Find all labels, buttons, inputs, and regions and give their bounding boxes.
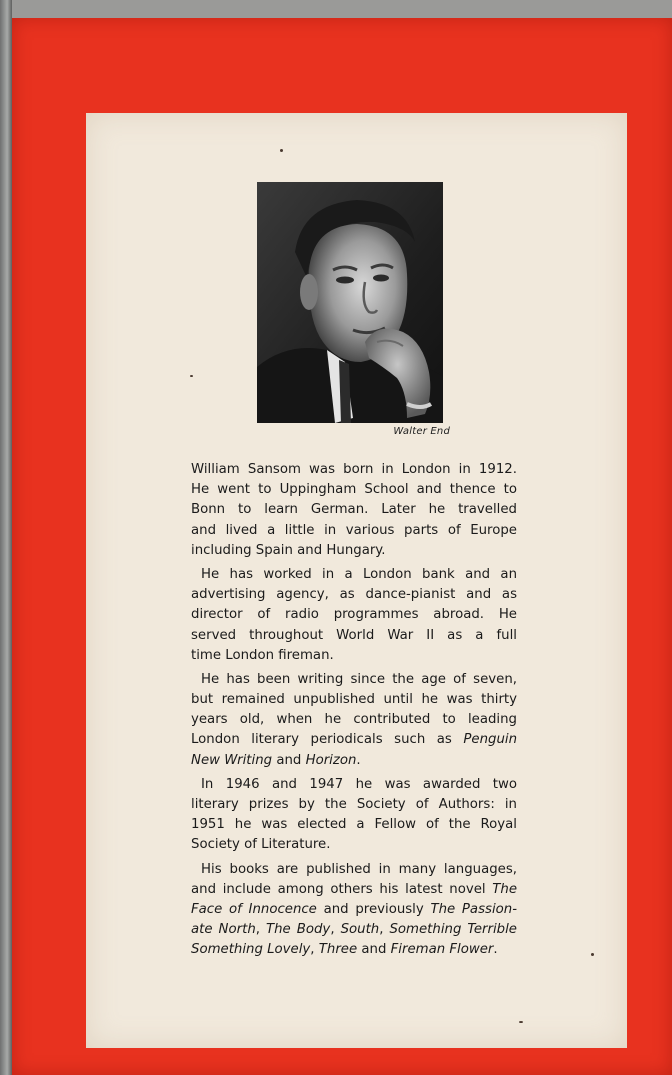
bio-line: but remained unpublished until he was thirty (191, 692, 517, 708)
top-edge (0, 0, 672, 20)
photo-credit: Walter End (393, 426, 450, 437)
title-horizon: Horizon (305, 752, 357, 768)
bio-text: and include among others his latest novel (191, 881, 493, 897)
bio-line: In 1946 and 1947 he was awarded two (201, 776, 517, 792)
title-the-body: The Body (266, 922, 331, 938)
title-south: South (340, 922, 380, 938)
bio-line (191, 751, 517, 771)
bio-line: time London fireman. (191, 647, 334, 663)
bio-text: , (330, 922, 341, 938)
paper-speck (190, 375, 193, 377)
bio-line: Society of Literature. (191, 837, 331, 853)
title-the-face-of-innocence-cont: Face of Innocence (191, 901, 317, 917)
bio-line (191, 920, 517, 940)
bio-line: William Sansom was born in London in 1912. (191, 462, 517, 477)
bio-line: He has been writing since the age of seven, (201, 671, 517, 687)
bio-text: . (493, 942, 498, 958)
text-panel (86, 113, 627, 1048)
title-the-passionate-north: The Passion- (430, 901, 517, 917)
bio-text: , (310, 942, 319, 958)
bio-text: and (357, 942, 391, 958)
bio-line: Bonn to learn German. Later he travelled (191, 502, 517, 518)
bio-text: London literary periodicals such as (191, 732, 464, 748)
bio-line: His books are published in many languages, (201, 861, 517, 877)
bio-line (191, 730, 517, 750)
title-three: Three (318, 942, 358, 958)
bio-line (191, 880, 517, 900)
paper-speck (280, 149, 283, 152)
author-biography (191, 460, 517, 961)
bio-line: director of radio programmes abroad. He (191, 607, 517, 623)
bio-text: , (255, 922, 266, 938)
bio-text: , (379, 922, 390, 938)
bio-text: and previously (316, 901, 431, 917)
portrait-graphic (257, 182, 443, 423)
bio-line: literary prizes by the Society of Authors: in (191, 797, 517, 812)
bio-line: He has worked in a London bank and an (201, 566, 517, 582)
title-penguin-new-writing: Penguin (463, 732, 517, 748)
title-something-lovely: Something Lovely (191, 942, 311, 958)
paper-speck (519, 1021, 523, 1023)
book-back-cover (12, 18, 672, 1075)
author-portrait (257, 182, 443, 423)
bio-line: and lived a little in various parts of Europe (191, 522, 517, 538)
bio-line (191, 940, 517, 960)
bio-line: served throughout World War II as a full (191, 627, 517, 643)
bio-line: He went to Uppingham School and thence to (191, 482, 517, 498)
bio-line: advertising agency, as dance-pianist and as (191, 587, 517, 603)
bio-line: years old, when he contributed to leading (191, 712, 517, 728)
paper-speck (591, 953, 594, 956)
bio-line (191, 900, 517, 920)
title-the-face-of-innocence: The (492, 881, 517, 897)
bio-text: and (272, 752, 306, 768)
title-fireman-flower: Fireman Flower (390, 942, 494, 958)
bio-line: including Spain and Hungary. (191, 542, 386, 558)
title-penguin-new-writing-cont: New Writing (191, 752, 273, 768)
title-something-terrible: Something Terrible (389, 922, 517, 938)
title-the-passionate-north-cont: ate North (191, 922, 256, 938)
bio-line: 1951 he was elected a Fellow of the Royal (191, 817, 517, 833)
bio-text: . (356, 752, 361, 768)
left-edge (0, 0, 12, 1075)
